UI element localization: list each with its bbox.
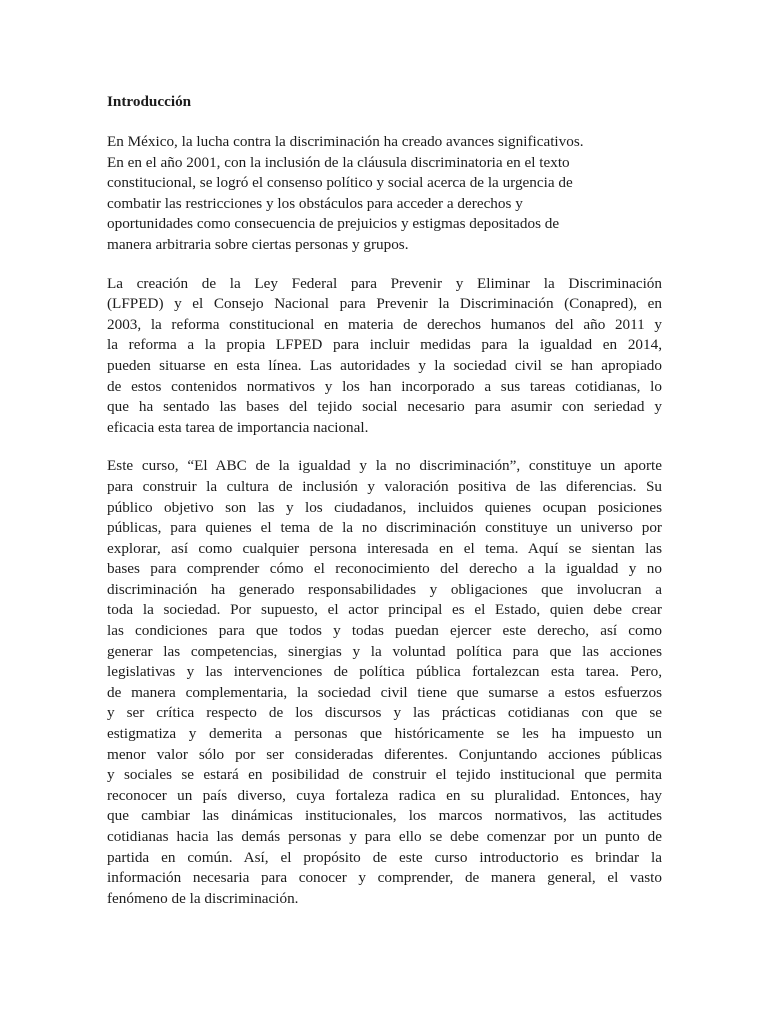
paragraph-line: legislativas y las intervenciones de política pública fortalezcan esta tarea. Pero, bbox=[107, 663, 662, 681]
paragraph-line: La creación de la Ley Federal para Prevenir y Eliminar la Discriminación bbox=[107, 274, 662, 292]
paragraph-line: partida en común. Así, el propósito de este curso introductorio es brindar la bbox=[107, 848, 662, 866]
paragraph-line: En en el año 2001, con la inclusión de la cláusula discriminatoria en el texto bbox=[107, 153, 570, 171]
paragraph-line: bases para comprender cómo el reconocimiento del derecho a la igualdad y no bbox=[107, 560, 662, 578]
paragraph-line: toda la sociedad. Por supuesto, el actor principal es el Estado, quien debe crear bbox=[107, 601, 662, 619]
paragraph-line: manera arbitraria sobre ciertas personas y grupos. bbox=[107, 235, 409, 253]
paragraph-line: cotidianas hacia las demás personas y para ello se debe comenzar por un punto de bbox=[107, 828, 662, 845]
paragraph-line: explorar, así como cualquier persona interesada en el tema. Aquí se sientan las bbox=[107, 539, 662, 557]
paragraph-line: combatir las restricciones y los obstáculos para acceder a derechos y bbox=[107, 194, 523, 212]
paragraph-line: En México, la lucha contra la discriminación ha creado avances significativos. bbox=[107, 133, 584, 150]
paragraph-line: 2003, la reforma constitucional en materia de derechos humanos del año 2011 y bbox=[107, 315, 662, 333]
document-page bbox=[107, 92, 662, 927]
paragraph-line: fenómeno de la discriminación. bbox=[107, 889, 299, 907]
paragraph-line: de manera complementaria, la sociedad civil tiene que sumarse a estos esfuerzos bbox=[107, 683, 662, 701]
paragraph-line: Este curso, “El ABC de la igualdad y la no discriminación”, constituye un aporte bbox=[107, 457, 662, 475]
section-heading: Introducción bbox=[107, 93, 192, 110]
paragraph-line: para construir la cultura de inclusión y valoración positiva de las diferencias. Su bbox=[107, 477, 662, 495]
paragraph-line: las condiciones para que todos y todas puedan ejercer este derecho, así como bbox=[107, 622, 662, 640]
paragraph-line: de estos contenidos normativos y los han incorporado a sus tareas cotidianas, lo bbox=[107, 377, 662, 395]
paragraph-line: (LFPED) y el Consejo Nacional para Prevenir la Discriminación (Conapred), en bbox=[107, 295, 662, 313]
paragraph-line: constitucional, se logró el consenso político y social acerca de la urgencia de bbox=[107, 174, 573, 192]
paragraph-line: que ha sentado las bases del tejido social necesario para asumir con seriedad y bbox=[107, 398, 662, 416]
paragraph bbox=[107, 132, 662, 256]
paragraph-line: que cambiar las dinámicas institucionales, los marcos normativos, las actitudes bbox=[107, 807, 662, 825]
paragraph bbox=[107, 274, 662, 439]
paragraph-line: generar las competencias, sinergias y la voluntad política para que las acciones bbox=[107, 642, 662, 660]
paragraph bbox=[107, 456, 662, 909]
paragraph-line: oportunidades como consecuencia de prejuicios y estigmas depositados de bbox=[107, 215, 560, 233]
paragraph-line: la reforma a la propia LFPED para incluir medidas para la igualdad en 2014, bbox=[107, 336, 662, 354]
paragraph-line: menor valor sólo por ser consideradas diferentes. Conjuntando acciones públicas bbox=[107, 745, 662, 763]
paragraph-line: público objetivo son las y los ciudadanos, incluidos quienes ocupan posiciones bbox=[107, 498, 662, 516]
paragraph-line: públicas, para quienes el tema de la no discriminación constituye un universo por bbox=[107, 519, 662, 537]
paragraph-line: pueden situarse en esta línea. Las autoridades y la sociedad civil se han apropiado bbox=[107, 356, 662, 374]
paragraph-line: y sociales se estará en posibilidad de construir el tejido institucional que permita bbox=[107, 766, 662, 784]
paragraph-line: información necesaria para conocer y comprender, de manera general, el vasto bbox=[107, 869, 662, 887]
paragraph-line: eficacia esta tarea de importancia nacional. bbox=[107, 418, 369, 436]
paragraph-line: y ser crítica respecto de los discursos y las prácticas cotidianas con que se bbox=[107, 704, 662, 722]
document-body bbox=[107, 132, 662, 909]
paragraph-line: estigmatiza y demerita a personas que históricamente se les ha impuesto un bbox=[107, 725, 662, 743]
paragraph-line: reconocer un país diverso, cuya fortaleza radica en su pluralidad. Entonces, hay bbox=[107, 786, 662, 804]
paragraph-line: discriminación ha generado responsabilidades y obligaciones que involucran a bbox=[107, 580, 662, 598]
